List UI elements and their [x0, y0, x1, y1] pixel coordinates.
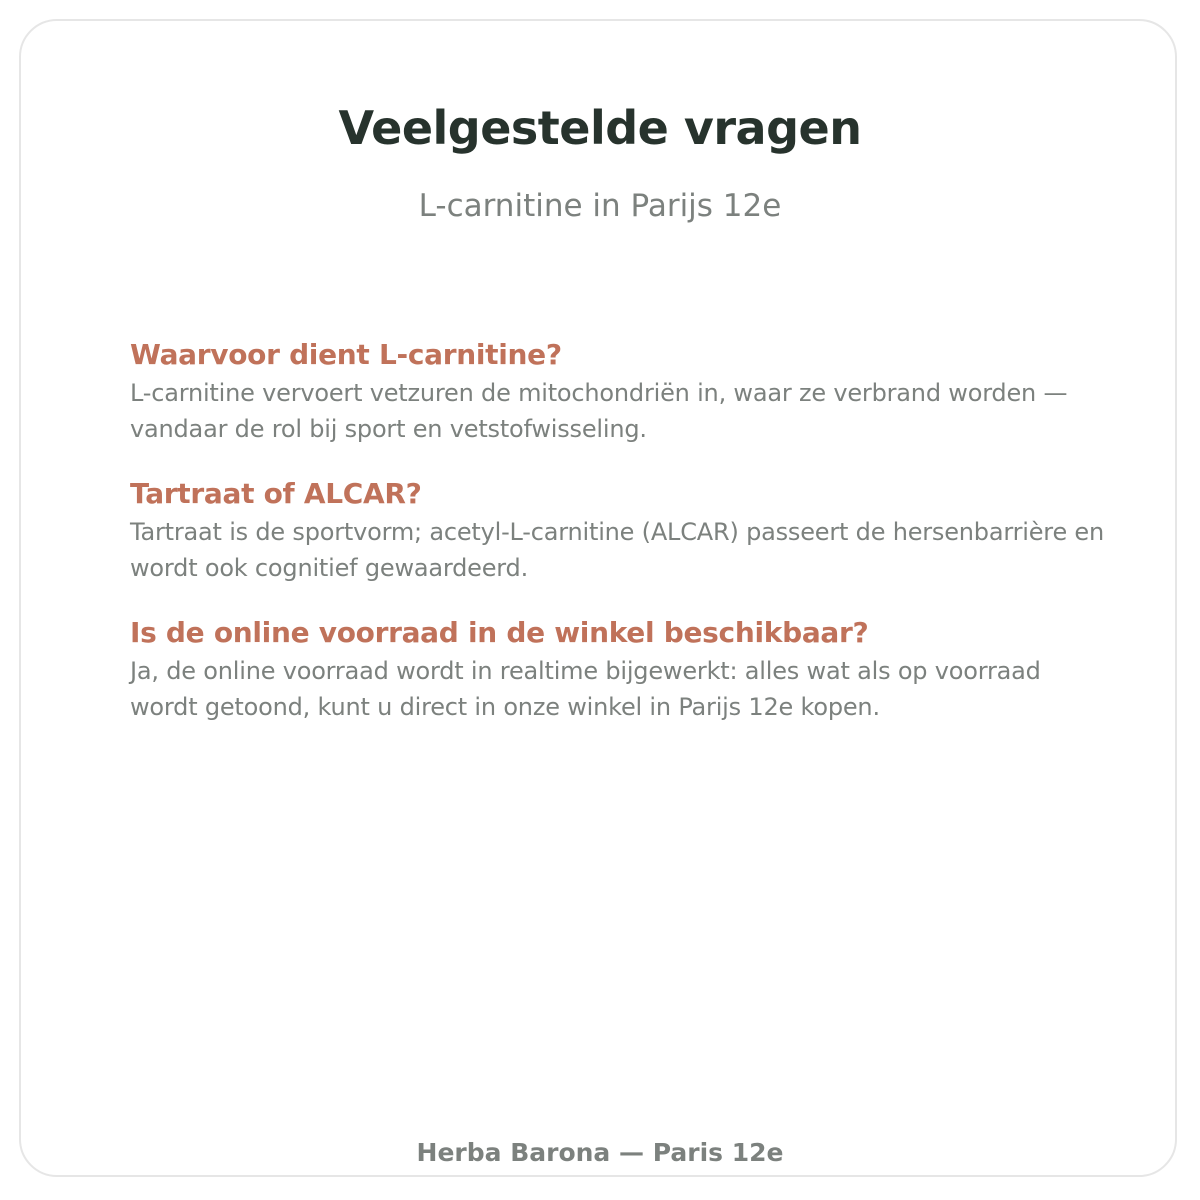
faq-question: Tartraat of ALCAR?	[130, 477, 422, 510]
faq-question: Is de online voorraad in de winkel beschikbaar?	[130, 616, 869, 649]
faq-item	[130, 474, 1115, 586]
faq-answer: L-carnitine vervoert vetzuren de mitochondriën in, waar ze verbrand worden — vandaar de rol bij sport en vetstofwisseling.	[130, 379, 1068, 443]
faq-list	[130, 335, 1115, 752]
page-subtitle: L-carnitine in Parijs 12e	[418, 188, 782, 224]
faq-answer: Ja, de online voorraad wordt in realtime bijgewerkt: alles wat als op voorraad wordt getoond, kunt u direct in onze winkel in Parijs 12e kopen.	[130, 657, 1041, 721]
page-title: Veelgestelde vragen	[338, 101, 862, 155]
faq-question: Waarvoor dient L-carnitine?	[130, 338, 562, 371]
faq-item	[130, 613, 1115, 725]
footer-brand: Herba Barona — Paris 12e	[416, 1138, 784, 1167]
faq-answer: Tartraat is de sportvorm; acetyl-L-carnitine (ALCAR) passeert de hersenbarrière en wordt ook cognitief gewaardeerd.	[130, 518, 1105, 582]
faq-item	[130, 335, 1115, 447]
